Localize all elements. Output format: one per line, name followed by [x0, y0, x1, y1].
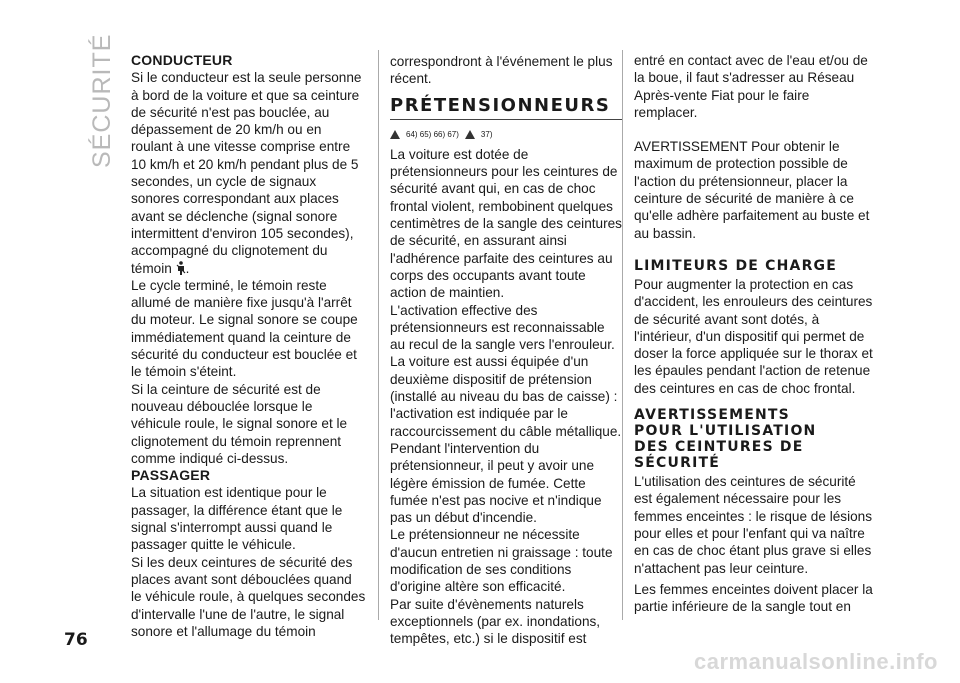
heading-avertissements: AVERTISSEMENTS POUR L'UTILISATION DES CEINTURES DE SÉCURITÉ [634, 407, 817, 472]
column-1 [131, 52, 366, 640]
paragraph: L'utilisation des ceintures de sécurité est également nécessaire pour les femmes enceintes : le risque de lésions pour elles et pour l'enfant qui va naître en cas de choc étant plus grave si elles n'attachent pas leur ceinture. [634, 474, 873, 576]
warning-triangle-icon [390, 130, 400, 139]
paragraph: Si la ceinture de sécurité est de nouveau débouclée lorsque le véhicule roule, le signal sonore et le clignotement du témoin reprennent comme indiqué ci-dessus. [131, 381, 348, 466]
paragraph-text: Si le conducteur est la seule personne à bord de la voiture et que sa ceinture de sécurité n'est pas bouclée, au dépassement de 20 km/h ou en roulant à une vitesse comprise entre 10 km/h et 20 km/h pendant plus de 5 secondes, un cycle de signaux sonores correspondant aux places avant se déclenche (signal sonore intermittent d'environ 105 secondes), accompagné du clignotement du témoin [131, 70, 362, 276]
paragraph [131, 69, 366, 277]
paragraph-end: . [185, 260, 190, 276]
paragraph: La voiture est dotée de prétensionneurs pour les ceintures de sécurité avant qui, en cas de choc frontal violent, rembobinent quelques centimètres de la sangle des ceintures de sécurité, en assurant ainsi l'adhérence parfaite des ceintures au corps des occupants avant toute action de maintien. [390, 146, 622, 301]
section-tab [84, 33, 116, 170]
paragraph: Si les deux ceintures de sécurité des places avant sont débouclées quand le véhicule roule, à quelques secondes d'intervalle l'une de l'autre, le signal sonore et l'allumage du témoin [131, 554, 366, 639]
paragraph: Par suite d'évènements naturels exceptionnels (par ex. inondations, tempêtes, etc.) si le dispositif est [390, 596, 601, 647]
page-number: 76 [64, 630, 88, 650]
paragraph: entré en contact avec de l'eau et/ou de la boue, il faut s'adresser au Réseau Après-vente Fiat pour le faire remplacer. [634, 53, 868, 120]
reference-list: 37) [480, 129, 493, 139]
heading-limiteurs: LIMITEURS DE CHARGE [634, 257, 838, 274]
column-divider [622, 50, 623, 620]
references [390, 126, 622, 143]
paragraph: correspondront à l'événement le plus récent. [390, 54, 613, 87]
heading-rule [390, 119, 622, 120]
heading-passager: PASSAGER [131, 467, 211, 484]
heading-pretensionneurs: PRÉTENSIONNEURS [390, 94, 611, 116]
paragraph: Le cycle terminé, le témoin reste allumé de manière fixe jusqu'à l'arrêt du moteur. Le signal sonore se coupe immédiatement quand la ceinture de sécurité du conducteur est bouclée et le témoin s'éteint. [131, 277, 358, 380]
paragraph: La situation est identique pour le passager, la différence étant que le signal s'interrompt aussi quand le passager quitte le véhicule. [131, 485, 343, 553]
heading-conducteur: CONDUCTEUR [131, 52, 233, 68]
paragraph: L'activation effective des prétensionneurs est reconnaissable au recul de la sangle vers l'enrouleur. [390, 302, 615, 353]
paragraph: Pour augmenter la protection en cas d'accident, les enrouleurs des ceintures de sécurité avant sont dotés, à l'intérieur, d'un dispositif qui permet de doser la force appliquée sur le thorax et les épaules pendant l'action de retenue des ceintures en cas de choc frontal. [634, 276, 873, 396]
section-tab-label: SÉCURITÉ [88, 33, 116, 168]
seatbelt-warning-icon [176, 261, 186, 275]
warning-paragraph: AVERTISSEMENT Pour obtenir le maximum de protection possible de l'action du prétensionneur, placer la ceinture de sécurité de manière à ce qu'elle adhère parfaitement au buste et au bassin. [634, 139, 870, 241]
column-3 [634, 52, 874, 615]
caution-triangle-icon [465, 130, 475, 139]
column-2 [390, 53, 622, 648]
paragraph: Le prétensionneur ne nécessite d'aucun entretien ni graissage : toute modification de ses conditions d'origine altère son efficacité. [390, 527, 613, 595]
watermark: carmanualsonline.info [694, 649, 938, 674]
paragraph: La voiture est aussi équipée d'un deuxième dispositif de prétension (installé au niveau du bas de caisse) : l'activation est indiquée par le raccourcissement du câble métallique. [390, 354, 622, 439]
reference-list: 64) 65) 66) 67) [406, 129, 459, 139]
column-divider [378, 50, 379, 620]
paragraph: Pendant l'intervention du prétensionneur, il peut y avoir une légère émission de fumée. Cette fumée n'est pas nocive et n'indique pas un début d'incendie. [390, 440, 602, 526]
paragraph: Les femmes enceintes doivent placer la partie inférieure de la sangle tout en [634, 581, 873, 615]
